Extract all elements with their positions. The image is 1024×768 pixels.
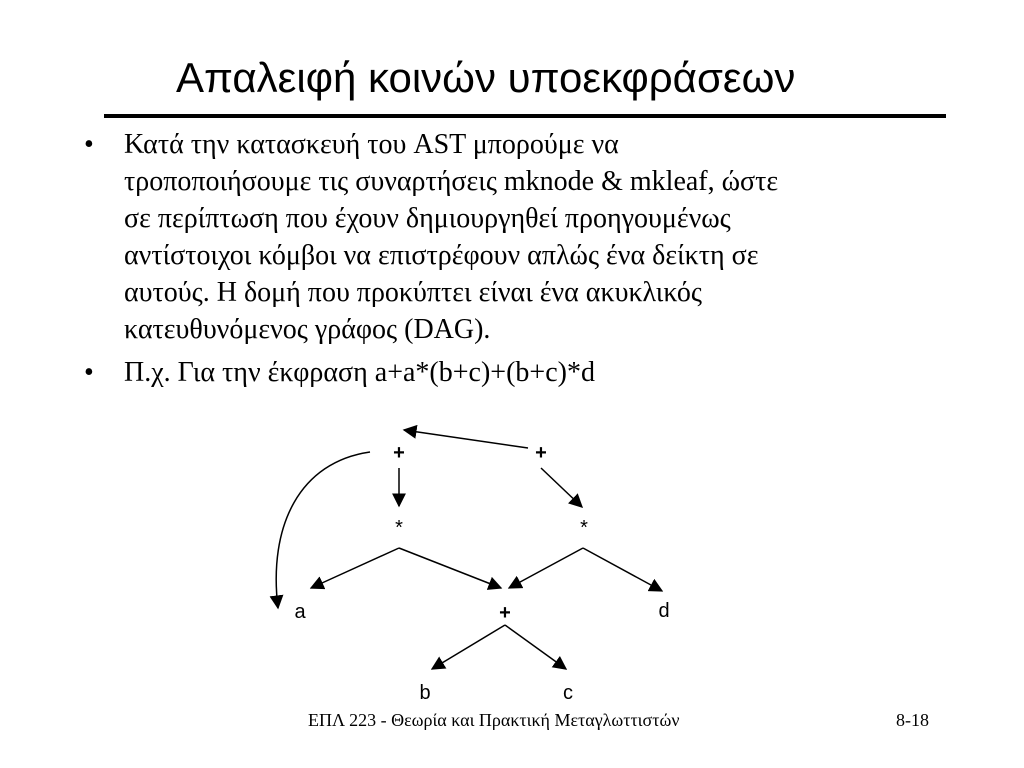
bullet-line: τροποποιήσουμε τις συναρτήσεις mknode & mkleaf, ώστε: [124, 166, 779, 197]
node-star-right: *: [580, 517, 588, 539]
node-leaf-a: a: [294, 601, 306, 623]
edge-star-left-to-shared-plus: [399, 548, 501, 588]
bullet-marker: •: [84, 357, 94, 388]
edge-plus-to-plus: [404, 430, 528, 448]
bullet-line: Κατά την κατασκευή του AST μπορούμε να: [124, 129, 619, 160]
bullet-line: κατευθυνόμενος γράφος (DAG).: [124, 314, 491, 345]
slide-title: Απαλειφή κοινών υποεκφράσεων: [176, 54, 796, 101]
node-plus-shared: +: [499, 602, 511, 624]
footer-course: ΕΠΛ 223 - Θεωρία και Πρακτική Μεταγλωττιστών: [308, 710, 680, 730]
node-leaf-d: d: [658, 600, 670, 622]
bullet-line: σε περίπτωση που έχουν δημιουργηθεί προηγουμένως: [124, 203, 731, 234]
node-plus-root-left: +: [393, 442, 405, 464]
edge-shared-plus-to-b: [432, 625, 505, 669]
bullet-marker: •: [84, 129, 94, 160]
edge-star-right-to-shared-plus: [509, 548, 583, 588]
edge-plus-to-a-curve: [276, 452, 370, 608]
footer-page-number: 8-18: [896, 710, 929, 730]
edge-shared-plus-to-c: [505, 625, 566, 669]
node-leaf-c: c: [563, 682, 573, 704]
node-star-left: *: [395, 517, 403, 539]
edge-star-right-to-d: [583, 548, 662, 591]
node-leaf-b: b: [419, 682, 431, 704]
bullet-line: αντίστοιχοι κόμβοι να επιστρέφουν απλώς ένα δείκτη σε: [124, 240, 759, 271]
bullet-line: Π.χ. Για την έκφραση a+a*(b+c)+(b+c)*d: [124, 357, 595, 388]
edge-plus-to-star-right: [541, 468, 582, 507]
bullet-line: αυτούς. Η δομή που προκύπτει είναι ένα ακυκλικός: [124, 277, 702, 308]
edge-star-left-to-a: [311, 548, 399, 588]
node-plus-root-right: +: [535, 442, 547, 464]
